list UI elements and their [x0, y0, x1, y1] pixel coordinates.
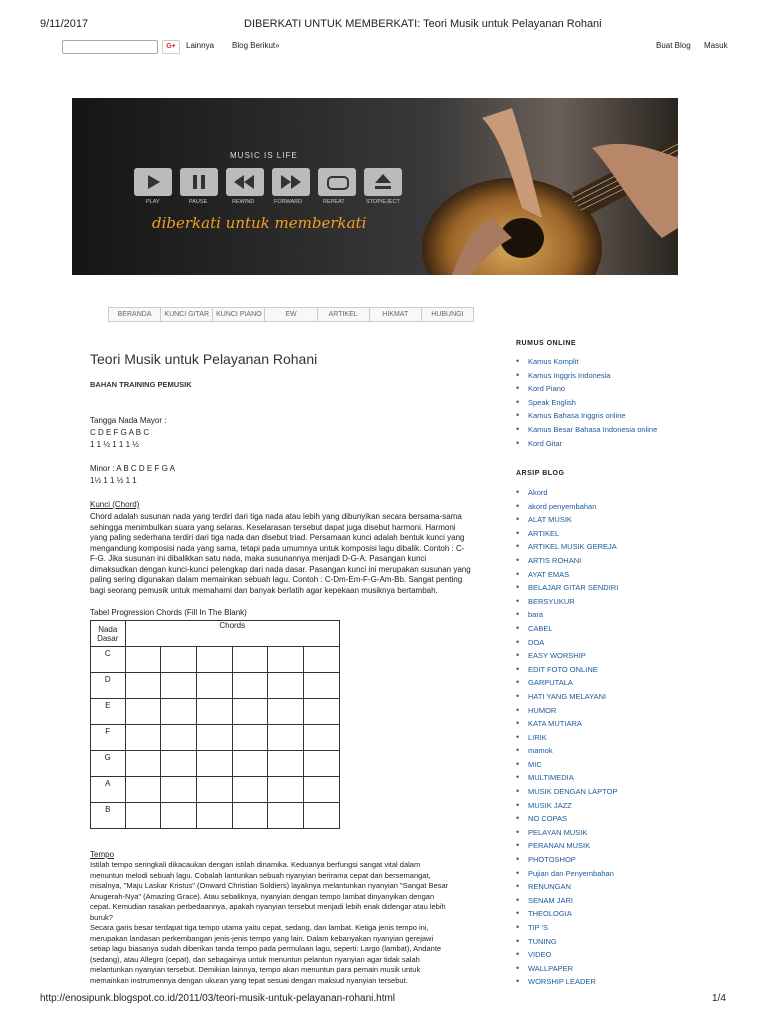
tempo-line: Secara garis besar terdapat tiga tempo utama yaitu cepat, sedang, dan lambat. Ketiga jenis tempo ini, — [90, 923, 429, 932]
pause-label: PAUSE — [189, 199, 208, 205]
sidebar-dictionary-link[interactable]: • Kamus Besar Bahasa Indonesia online — [516, 423, 657, 437]
table-cell-blank — [268, 647, 304, 673]
nav-item-hubungi[interactable]: HUBUNGI — [431, 311, 464, 318]
banner-script-title: diberkati untuk memberkati — [152, 214, 367, 232]
sidebar-archive-link[interactable]: • EDIT FOTO ONLINE — [516, 663, 618, 677]
table-cell-blank — [304, 751, 340, 777]
sidebar-archive-link[interactable]: • WORSHIP LEADER — [516, 975, 618, 989]
table-cell-note: E — [91, 699, 126, 725]
tempo-line: Istilah tempo seringkali dikacaukan dengan istilah dinamika. Keduanya berfungsi sangat vital dalam — [90, 860, 421, 869]
play-icon — [134, 168, 172, 196]
tempo-paragraph — [90, 860, 505, 986]
chord-paragraph — [90, 512, 505, 596]
table-cell-blank — [268, 803, 304, 829]
chord-heading: Kunci (Chord) — [90, 500, 140, 509]
pause-icon — [180, 168, 218, 196]
sidebar-archive-link[interactable]: • MUSIK JAZZ — [516, 799, 618, 813]
post-title: Teori Musik untuk Pelayanan Rohani — [90, 351, 318, 367]
table-cell-blank — [161, 751, 197, 777]
chord-line: Chord adalah susunan nada yang terdiri dari tiga nada atau lebih yang dibunyikan secara bersama-sama — [90, 512, 462, 521]
sidebar-archive-link[interactable]: • mamok — [516, 744, 618, 758]
sidebar-archive-link[interactable]: • ARTIKEL MUSIK GEREJA — [516, 540, 618, 554]
sidebar-archive-link[interactable]: • BELAJAR GITAR SENDIRI — [516, 581, 618, 595]
table-cell-blank — [161, 673, 197, 699]
sidebar-archive-link[interactable]: • LIRIK — [516, 731, 618, 745]
table-cell-blank — [304, 803, 340, 829]
sidebar-archive-link[interactable]: • ARTIKEL — [516, 527, 618, 541]
player-labels — [134, 199, 402, 209]
table-cell-blank — [196, 777, 232, 803]
table-row — [91, 777, 340, 803]
table-cell-blank — [304, 673, 340, 699]
sidebar-dictionary-list — [516, 355, 657, 450]
sidebar-dictionary-link[interactable]: • Kamus Inggris Indonesia — [516, 369, 657, 383]
table-cell-note: C — [91, 647, 126, 673]
table-caption: Tabel Progression Chords (Fill In The Blank) — [90, 608, 247, 617]
table-cell-blank — [125, 803, 161, 829]
sidebar-archive-link[interactable]: • MIC — [516, 758, 618, 772]
nav-item-kunci-piano[interactable]: KUNCI PIANO — [213, 308, 265, 321]
sidebar-archive-link[interactable]: • PHOTOSHOP — [516, 853, 618, 867]
sidebar-archive-link[interactable]: • Pujian dan Penyembahan — [516, 867, 618, 881]
tempo-line: memainkan instrumennya dengan ukuran yang tepat sesuai dengan maksud nyanyian tersebut. — [90, 975, 408, 985]
minor-scale-heading: Minor : A B C D E F G A — [90, 464, 175, 473]
table-cell-blank — [304, 699, 340, 725]
tempo-line: buruk? — [90, 912, 113, 922]
chord-line: dimaksudkan dengan kunci-kunci pelengkap dari nada dasar. Pasangan kunci ini merupakan susunan yang — [90, 564, 471, 574]
table-cell-note: A — [91, 777, 126, 803]
table-cell-blank — [268, 777, 304, 803]
sidebar-archive-link[interactable]: • SENAM JARI — [516, 894, 618, 908]
table-cell-blank — [304, 777, 340, 803]
rewind-label: REWIND — [232, 199, 255, 205]
sidebar-dictionary-link[interactable]: • Kord Gitar — [516, 437, 657, 451]
sidebar-dictionary-title: RUMUS ONLINE — [516, 340, 577, 347]
gplus-button[interactable]: G+ — [162, 40, 180, 54]
table-row — [91, 699, 340, 725]
chord-line: paling sering digunakan dalam memainkan sebuah lagu. Contoh : C-Dm-Em-F-G-Am-Bb. Sangat penting — [90, 575, 463, 584]
sidebar-archive-link[interactable]: • EASY WORSHIP — [516, 649, 618, 663]
table-cell-blank — [196, 803, 232, 829]
major-scale-steps: 1 1 ½ 1 1 1 ½ — [90, 440, 139, 449]
table-row — [91, 803, 340, 829]
table-cell-blank — [232, 803, 268, 829]
play-label: PLAY — [146, 199, 160, 205]
repeat-icon — [318, 168, 356, 196]
table-row — [91, 725, 340, 751]
nav-item-ew[interactable]: EW — [265, 308, 317, 321]
tempo-line: Anugerah-Nya" (Amazing Grace). Atau sebaliknya, nyanyian dengan tempo lambat dinyanyikan dengan — [90, 891, 435, 901]
sidebar-archive-link[interactable]: • Akord — [516, 486, 618, 500]
minor-scale-steps: 1½ 1 1 ½ 1 1 — [90, 476, 137, 485]
tempo-line: merupakan landasan perkembangan jenis-jenis tempo yang lain. Dalam kebanyakan nyanyian gerejawi — [90, 933, 434, 943]
sidebar-archive-link[interactable]: • PELAYAN MUSIK — [516, 826, 618, 840]
sidebar-archive-link[interactable]: • HUMOR — [516, 704, 618, 718]
sidebar-dictionary-link[interactable]: • Kamus Komplit — [516, 355, 657, 369]
sidebar-archive-link[interactable]: • NO COPAS — [516, 812, 618, 826]
table-cell-blank — [161, 777, 197, 803]
nav-item-artikel[interactable]: ARTIKEL — [318, 308, 370, 321]
create-blog-link[interactable]: Buat Blog — [656, 41, 691, 50]
table-cell-note: D — [91, 673, 126, 699]
next-blog-link[interactable]: Blog Berikut» — [232, 41, 280, 50]
tempo-line: setiap lagu biasanya sudah diberikan tanda tempo pada permulaan lagu, seperti: Largo (lambat), Andante — [90, 944, 442, 953]
table-cell-blank — [125, 725, 161, 751]
sidebar-archive-link[interactable]: • GARPUTALA — [516, 676, 618, 690]
tempo-line: cepat. Kemudian rasakan perbedaannya, apakah nyanyian tersebut menjadi lebih enak didengar atau lebih — [90, 902, 446, 911]
sidebar-archive-title: ARSIP BLOG — [516, 470, 565, 477]
sidebar-archive-link[interactable]: • MULTIMEDIA — [516, 771, 618, 785]
chord-line: sehingga menimbulkan suara yang selaras. Keselarasan tersebut dapat juga disebut harmoni. Harmoni — [90, 522, 456, 532]
chord-progression-table — [90, 620, 340, 829]
sidebar-archive-link[interactable]: • AYAT EMAS — [516, 568, 618, 582]
search-input[interactable] — [62, 40, 158, 54]
sidebar-archive-link[interactable]: • PERANAN MUSIK — [516, 839, 618, 853]
major-scale-notes: C D E F G A B C — [90, 428, 150, 437]
header-banner — [72, 98, 678, 275]
table-cell-blank — [232, 751, 268, 777]
main-nav — [108, 307, 474, 322]
sidebar-archive-link[interactable]: • HATI YANG MELAYANI — [516, 690, 618, 704]
nav-item-kunci-gitar[interactable]: KUNCI GITAR — [161, 308, 213, 321]
major-scale-heading: Tangga Nada Mayor : — [90, 416, 167, 425]
sidebar-archive-link[interactable]: • KATA MUTIARA — [516, 717, 618, 731]
stop-eject-label: STOP/EJECT — [366, 199, 400, 205]
table-cell-blank — [125, 699, 161, 725]
tempo-heading: Tempo — [90, 850, 115, 859]
sidebar-archive-list — [516, 486, 618, 989]
player-controls — [134, 168, 402, 198]
table-cell-blank — [161, 699, 197, 725]
table-header-nada-dasar: Nada Dasar — [91, 621, 126, 647]
table-cell-blank — [125, 751, 161, 777]
table-row — [91, 647, 340, 673]
sidebar-archive-link[interactable]: • CABEL — [516, 622, 618, 636]
eject-icon — [364, 168, 402, 196]
post-subtitle: BAHAN TRAINING PEMUSIK — [90, 380, 192, 389]
table-cell-blank — [161, 647, 197, 673]
table-cell-blank — [268, 699, 304, 725]
tempo-line: melantunkan nyanyian tersebut. Demikian lainnya, tempo akan menuntun para pemain musik untuk — [90, 965, 421, 974]
chord-line: F-G. Jika susunan ini dibalikkan satu nada, maka susunannya menjadi D-G-A. Pasangan kunci — [90, 554, 427, 563]
table-row — [91, 673, 340, 699]
table-cell-blank — [232, 699, 268, 725]
table-cell-blank — [196, 647, 232, 673]
sidebar-archive-link[interactable]: • WALLPAPER — [516, 962, 618, 976]
nav-item-beranda[interactable]: BERANDA — [109, 308, 161, 321]
table-cell-blank — [125, 777, 161, 803]
table-cell-note: G — [91, 751, 126, 777]
sidebar-dictionary-link[interactable]: • Kord Piano — [516, 382, 657, 396]
repeat-label: REPEAT — [323, 199, 345, 205]
sidebar-archive-link[interactable]: • TUNING — [516, 935, 618, 949]
sidebar-archive-link[interactable]: • DOA — [516, 636, 618, 650]
sidebar-archive-link[interactable]: • bara — [516, 608, 618, 622]
table-cell-blank — [304, 725, 340, 751]
table-cell-blank — [125, 673, 161, 699]
table-cell-blank — [196, 699, 232, 725]
table-cell-blank — [232, 673, 268, 699]
table-cell-blank — [161, 725, 197, 751]
table-cell-blank — [196, 751, 232, 777]
table-cell-note: B — [91, 803, 126, 829]
tempo-line: misalnya, "Maju Laskar Kristus" (Onward Christian Soldiers) layaknya melantunkan nyanyian "Sangat Besar — [90, 881, 449, 890]
sidebar-archive-link[interactable]: • THEOLOGIA — [516, 907, 618, 921]
nav-item-hikmat[interactable]: HIKMAT — [370, 308, 422, 321]
table-cell-blank — [232, 647, 268, 673]
table-cell-blank — [268, 751, 304, 777]
table-cell-blank — [268, 673, 304, 699]
table-cell-blank — [196, 673, 232, 699]
print-page-number: 1/4 — [712, 993, 726, 1004]
table-cell-blank — [268, 725, 304, 751]
forward-label: FORWARD — [274, 199, 303, 205]
tempo-line: menuntun melodi sebuah lagu. Cobalah lantunkan sebuah nyanyian berirama cepat dan bersemangat, — [90, 870, 431, 880]
sidebar-dictionary-link[interactable]: • Kamus Bahasa Inggris online — [516, 409, 657, 423]
table-cell-blank — [304, 647, 340, 673]
table-cell-blank — [125, 647, 161, 673]
rewind-icon — [226, 168, 264, 196]
sidebar-dictionary-link[interactable]: • Speak English — [516, 396, 657, 410]
sign-in-link[interactable]: Masuk — [704, 41, 728, 50]
forward-icon — [272, 168, 310, 196]
more-link[interactable]: Lainnya — [186, 41, 215, 50]
chord-line: bagi seorang pemusik untuk memahami dan banyak berlatih agar kepekaan musiknya bertambah. — [90, 585, 438, 595]
table-header-chords: Chords — [125, 621, 340, 647]
sidebar-archive-link[interactable]: • akord penyembahan — [516, 500, 618, 514]
table-cell-blank — [232, 725, 268, 751]
sidebar-archive-link[interactable]: • RENUNGAN — [516, 880, 618, 894]
sidebar-archive-link[interactable]: • ALAT MUSIK — [516, 513, 618, 527]
table-cell-blank — [196, 725, 232, 751]
chord-line: yang paling sederhana terdiri dari tiga nada dan disebut triad. Persamaan kunci adalah bentuk kunci yang — [90, 533, 465, 542]
print-url: http://enosipunk.blogspot.co.id/2011/03/teori-musik-untuk-pelayanan-rohani.html — [40, 993, 396, 1004]
chord-line: mengandung komposisi nada yang sama, tetapi pada umumnya untuk komposisi lagu dibalik. Contoh : C- — [90, 543, 465, 553]
sidebar-archive-link[interactable]: • TIP 'S — [516, 921, 618, 935]
print-date: 9/11/2017 — [40, 18, 89, 30]
banner-tagline: MUSIC IS LIFE — [230, 151, 298, 160]
tempo-line: (sedang), atau Allegro (cepat), dan sebagainya untuk menuntun pelantun nyanyian agar tidak salah — [90, 954, 420, 964]
sidebar-archive-link[interactable]: • BERSYUKUR — [516, 595, 618, 609]
sidebar-archive-link[interactable]: • VIDEO — [516, 948, 618, 962]
table-row — [91, 751, 340, 777]
sidebar-archive-link[interactable]: • MUSIK DENGAN LAPTOP — [516, 785, 618, 799]
sidebar-archive-link[interactable]: • ARTIS ROHANI — [516, 554, 618, 568]
table-cell-note: F — [91, 725, 126, 751]
table-cell-blank — [232, 777, 268, 803]
table-cell-blank — [161, 803, 197, 829]
print-title: DIBERKATI UNTUK MEMBERKATI: Teori Musik untuk Pelayanan Rohani — [244, 18, 602, 30]
